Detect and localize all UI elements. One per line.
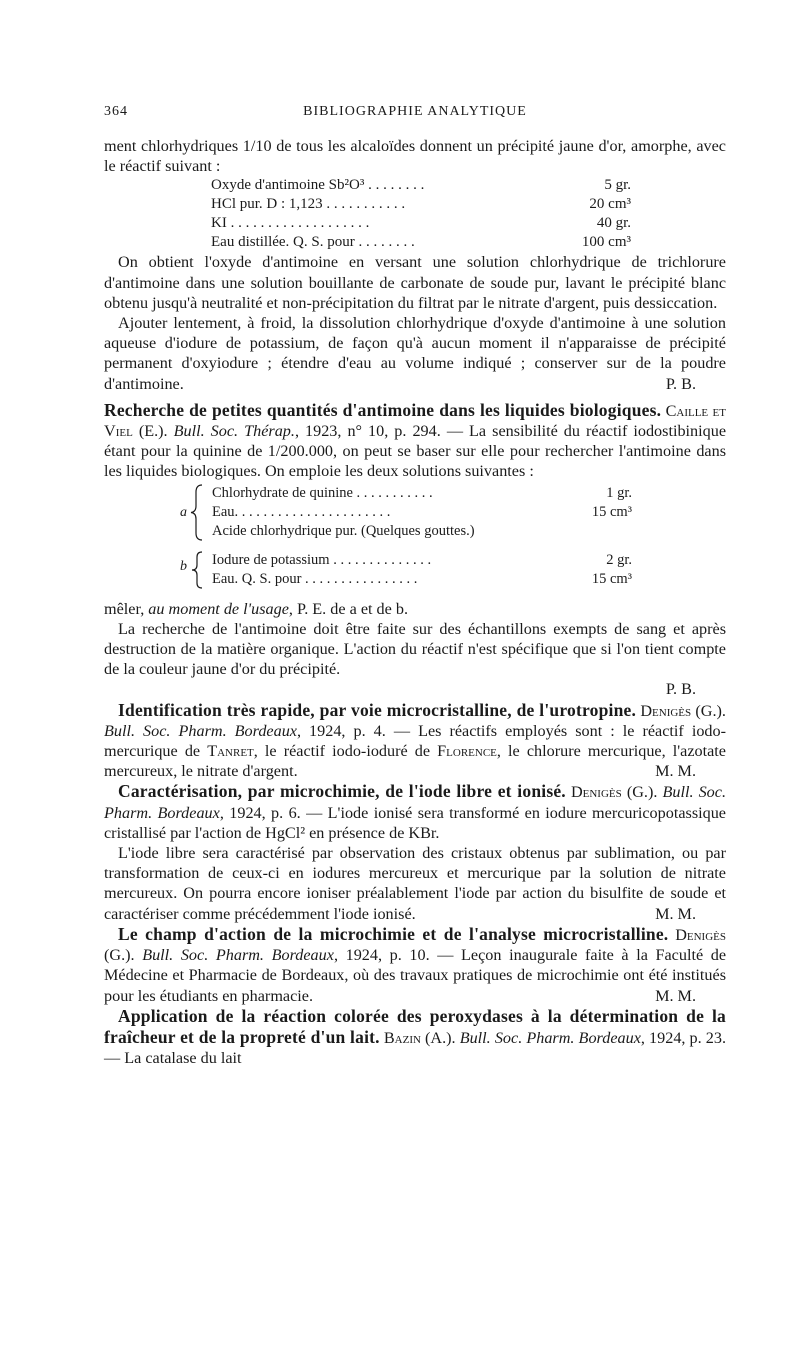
recipe-amount: 40 gr. [596,215,631,232]
recipe-item: KI . . . . . . . . . . . . . . . . . . . [211,215,370,232]
page-number: 364 [104,104,128,119]
article-text: L'iode ionisé sera transformé en iodure mercuricopotassique cristallisé par l'action de HgCl² en présence de KBr. [104,803,726,842]
journal-name: Bull. Soc. Pharm. Bordeaux [459,1028,641,1047]
recipe-amount: 100 cm³ [581,234,631,251]
solution-item: Eau. Q. S. pour . . . . . . . . . . . . . . . . [212,570,418,587]
solution-row [188,570,632,589]
journal-ref: , 1924, p. 6. — [219,803,323,822]
paragraph: La recherche de l'antimoine doit être faite sur des échantillons exempts de sang et après destruction de la matière organique. L'action du réactif n'est spécifique que si l'on tient compte de la couleur jaune d'or du précipité. [104,619,726,679]
solution-amount [572,522,632,541]
article-entry [104,781,726,843]
article-entry [104,1006,726,1069]
article-title: Caractérisation, par microchimie, de l'iode libre et ionisé. [118,781,566,802]
article-authors: Caille et Viel (E.). [104,401,726,441]
paragraph [104,599,726,619]
solution-item: Acide chlorhydrique pur. (Quelques gouttes.) [212,522,475,539]
person-name: Tanret [207,742,254,761]
journal-ref: , 1924, p. 10. — [333,946,454,965]
paragraph-italic: au moment de l'usage [148,599,289,618]
signature: P. B. [665,374,696,393]
article-authors: Denigès (G.). [570,783,658,802]
paragraph-text: Ajouter lentement, à froid, la dissolution chlorhydrique d'oxyde d'antimoine à une solution aqueuse d'iodure de potassium, de façon qu'à aucun moment il n'apparaisse de précipité permanent d'oxyiodure ; étendre d'eau au volume indiqué ; conserver sur de la poudre d'antimoine. [104,314,726,393]
recipe-item: Oxyde d'antimoine Sb²O³ . . . . . . . . [211,177,425,194]
article-authors: Bazin (A.). [383,1028,456,1047]
solution-amount: 1 gr. [606,484,632,501]
article-text: , le chlorure mercurique, l'azotate mercureux, le nitrate d'argent. [104,742,726,781]
paragraph-text: mêler, [104,599,145,618]
article-title: Recherche de petites quantités d'antimoine dans les liquides biologiques. [104,399,662,420]
solution-row [188,522,632,541]
article-authors: Denigès (G.). [104,925,727,965]
solution-b [180,551,632,589]
recipe-amount: 5 gr. [604,177,631,194]
recipe-item: HCl pur. D : 1,123 . . . . . . . . . . . [211,196,406,213]
signature: M. M. [655,762,696,781]
paragraph-text: , P. E. de a et de b. [288,599,409,618]
article-text: Leçon inaugurale faite à la Faculté de Médecine et Pharmacie de Bordeaux, où des travaux pratiques de microchimie ont été institués pour les étudiants en pharmacie. [104,946,727,1005]
paragraph [104,843,726,924]
journal-name: Bull. Soc. Thérap. [173,422,295,441]
article-text: Les réactifs employés sont : le réactif iodo-mercurique de [104,721,726,761]
running-title: BIBLIOGRAPHIE ANALYTIQUE [303,104,527,119]
solution-amount: 2 gr. [606,551,632,568]
article-title: Le champ d'action de la microchimie et de l'analyse microcristalline. [118,923,669,944]
running-head [104,104,726,124]
article-text: La catalase du lait [124,1049,242,1068]
solution-amount: 15 cm³ [591,503,632,520]
article-title: Application de la réaction colorée des peroxydases à la détermination de la fraîcheur et de la propreté d'un lait. [104,1005,726,1047]
recipe-row [211,176,631,195]
solution-item: Iodure de potassium . . . . . . . . . . . . . . [212,551,432,568]
recipe-row [211,195,631,214]
recipe-table [211,176,631,252]
recipe-row [211,233,631,252]
solution-amount: 15 cm³ [591,570,632,587]
journal-name: Bull. Soc. Pharm. Bordeaux [142,946,334,965]
paragraph: ment chlorhydriques 1/10 de tous les alcaloïdes donnent un précipité jaune d'or, amorphe, avec le réactif suivant : [104,137,726,176]
paragraph [104,313,726,394]
signature: P. B. [665,680,696,699]
solution-label: b [180,558,187,574]
solution-item: Eau. . . . . . . . . . . . . . . . . . . . . . [212,503,391,520]
paragraph: On obtient l'oxyde d'antimoine en versant une solution chlorhydrique de trichlorure d'antimoine dans une solution bouillante de carbonate de soude pur, lavant le précipité blanc obtenu jusqu'à neutralité et non-précipitation du filtrat par le nitrate d'argent, puis dessiccation. [104,253,726,312]
article-entry [104,700,726,782]
solution-row [188,503,632,522]
journal-name: Bull. Soc. Pharm. Bordeaux [104,721,297,740]
article-text: L'iode libre sera caractérisé par observation des cristaux obtenus par sublimation, ou par transformation de ceux-ci en iodures mercureux et mercurique par la solution de nitrate mercureux. On pourra encore ioniser préalablement l'iode par action du bisulfite de soude et caractériser comme précédemment l'iode ionisé. [104,844,726,923]
journal-name: Bull. Soc. Pharm. Bordeaux [104,783,726,822]
journal-ref: , 1924, p. 4. — [296,721,411,740]
recipe-amount: 20 cm³ [589,196,631,213]
solution-row [188,551,632,570]
article-body [104,136,726,1068]
recipe-row [211,214,631,233]
solution-a [180,484,632,541]
brace-icon [188,484,208,541]
person-name: Florence [437,742,497,761]
brace-icon [188,551,208,589]
journal-ref: , 1923, n° 10, p. 294. — [294,422,464,441]
article-entry [104,924,726,1006]
solution-row [188,484,632,503]
solution-label: a [180,504,187,520]
solution-item: Chlorhydrate de quinine . . . . . . . . . . . [212,484,433,501]
signature: M. M. [655,904,696,923]
signature: M. M. [655,986,696,1005]
article-text: La sensibilité du réactif iodostibinique étant pour la quinine de 1/200.000, on peut se baser sur elle pour rechercher l'antimoine dans les liquides biologiques. On emploie les deux solutions suivantes : [104,422,727,481]
article-title: Identification très rapide, par voie microcristalline, de l'urotropine. [118,699,637,720]
recipe-item: Eau distillée. Q. S. pour . . . . . . . . [211,234,415,251]
journal-ref: , 1924, p. 23. — [104,1028,727,1068]
article-entry [104,400,726,482]
article-text: , le réactif iodo-ioduré de [253,742,431,761]
article-authors: Denigès (G.). [640,701,726,720]
